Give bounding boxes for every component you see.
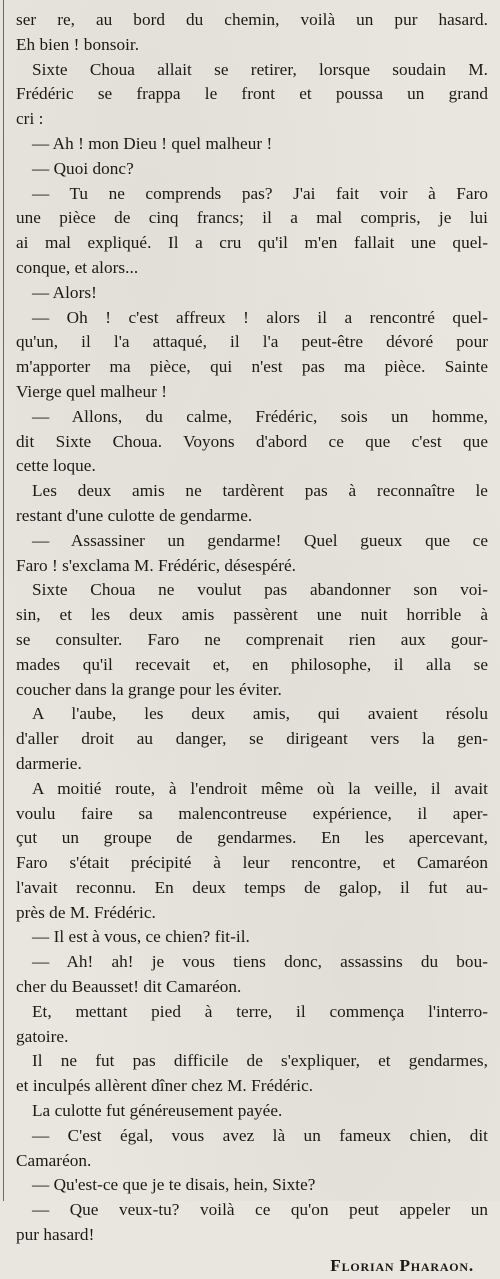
text-line: — Alors! bbox=[32, 282, 97, 302]
text-line: qu'un, il l'a attaqué, il l'a peut-être dévoré pour bbox=[16, 332, 488, 352]
column-rule bbox=[3, 0, 4, 1201]
text-line: Frédéric se frappa le front et poussa un grand bbox=[16, 84, 488, 104]
text-line: gatoire. bbox=[16, 1026, 69, 1046]
text-line: — Allons, du calme, Frédéric, sois un homme, bbox=[32, 406, 488, 426]
text-line: dit Sixte Choua. Voyons d'abord ce que c'est que bbox=[16, 431, 488, 451]
text-line: près de M. Frédéric. bbox=[16, 902, 156, 922]
text-line: Vierge quel malheur ! bbox=[16, 381, 167, 401]
text-line: pur hasard! bbox=[16, 1225, 95, 1245]
text-line: — Ah! ah! je vous tiens donc, assassins du bou- bbox=[32, 952, 488, 972]
text-line: — Tu ne comprends pas? J'ai fait voir à Faro bbox=[32, 183, 488, 203]
text-line: — Il est à vous, ce chien? fit-il. bbox=[32, 927, 250, 947]
text-line: mades qu'il recevait et, en philosophe, il alla se bbox=[16, 654, 488, 674]
text-line: cri : bbox=[16, 109, 44, 129]
text-line: l'avait reconnu. En deux temps de galop, il fut au- bbox=[16, 877, 488, 897]
text-line: — Assassiner un gendarme! Quel gueux que ce bbox=[32, 530, 488, 550]
text-line: Sixte Choua allait se retirer, lorsque soudain M. bbox=[32, 59, 488, 79]
text-line: une pièce de cinq francs; il a mal compris, je lui bbox=[16, 208, 488, 228]
text-line: — Oh ! c'est affreux ! alors il a rencontré quel- bbox=[32, 307, 488, 327]
text-line: d'aller droit au danger, se dirigeant vers la gen- bbox=[16, 729, 488, 749]
text-line: Il ne fut pas difficile de s'expliquer, et gendarmes, bbox=[32, 1051, 488, 1071]
text-line: Faro s'était précipité à leur rencontre, et Camaréon bbox=[16, 853, 488, 873]
text-line: — Ah ! mon Dieu ! quel malheur ! bbox=[32, 133, 273, 153]
text-line: Camaréon. bbox=[16, 1150, 92, 1170]
text-line: — Quoi donc? bbox=[32, 158, 134, 178]
text-line: et inculpés allèrent dîner chez M. Frédéric. bbox=[16, 1076, 314, 1096]
text-line: m'apporter ma pièce, qui n'est pas ma pièce. Sainte bbox=[16, 357, 488, 377]
text-line: conque, et alors... bbox=[16, 257, 139, 277]
text-line: ser re, au bord du chemin, voilà un pur hasard. bbox=[16, 10, 488, 29]
text-line: — C'est égal, vous avez là un fameux chien, dit bbox=[32, 1125, 488, 1145]
text-line: ai mal expliqué. Il a cru qu'il m'en fallait une quel- bbox=[16, 233, 488, 253]
text-line: çut un groupe de gendarmes. En les apercevant, bbox=[16, 828, 488, 848]
text-line: restant d'une culotte de gendarme. bbox=[16, 505, 253, 525]
text-line: cher du Beausset! dit Camaréon. bbox=[16, 977, 242, 997]
text-line: sin, et les deux amis passèrent une nuit horrible à bbox=[16, 605, 488, 625]
text-line: Et, mettant pied à terre, il commença l'interro- bbox=[32, 1001, 488, 1021]
text-line: A l'aube, les deux amis, qui avaient résolu bbox=[32, 704, 488, 724]
text-line: — Que veux-tu? voilà ce qu'on peut appeler un bbox=[32, 1200, 488, 1220]
text-line: La culotte fut généreusement payée. bbox=[32, 1101, 283, 1121]
text-line: darmerie. bbox=[16, 753, 82, 773]
author-signature: Florian Pharaon. bbox=[330, 1255, 474, 1275]
text-line: coucher dans la grange pour les éviter. bbox=[16, 679, 282, 699]
text-line: Sixte Choua ne voulut pas abandonner son voi- bbox=[32, 580, 488, 600]
text-line: voulu faire sa malencontreuse expérience, il aper- bbox=[16, 803, 488, 823]
text-line: Eh bien ! bonsoir. bbox=[16, 34, 140, 54]
text-line: — Qu'est-ce que je te disais, hein, Sixte? bbox=[32, 1175, 316, 1195]
text-line: Les deux amis ne tardèrent pas à reconnaître le bbox=[32, 481, 488, 501]
text-line: Faro ! s'exclama M. Frédéric, désespéré. bbox=[16, 555, 296, 575]
text-line: se consulter. Faro ne comprenait rien aux gour- bbox=[16, 629, 488, 649]
text-line: cette loque. bbox=[16, 456, 96, 476]
article-body bbox=[16, 8, 488, 1248]
text-line: A moitié route, à l'endroit même où la veille, il avait bbox=[32, 778, 488, 798]
